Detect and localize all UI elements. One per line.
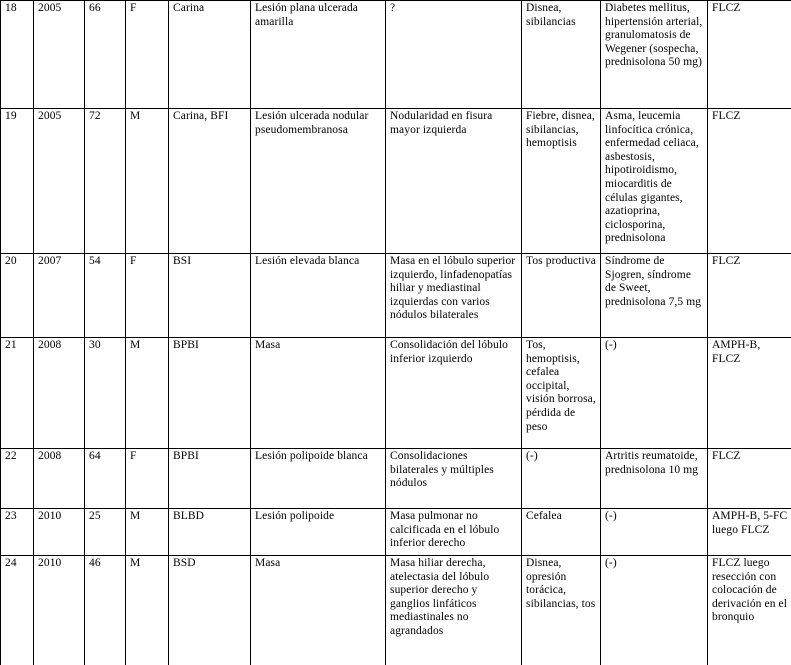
cell-localizacion (169, 1, 251, 109)
cell-sintomas (522, 109, 601, 254)
cell-tratamiento (708, 449, 791, 509)
cell-value: 22 (5, 450, 17, 462)
cell-value: 30 (89, 339, 101, 351)
cell-tratamiento (708, 254, 791, 338)
cell-value: Lesión plana ulcerada amarilla (255, 2, 358, 28)
cell-caso (1, 509, 34, 556)
cell-lesion-broncoscopica (251, 556, 386, 665)
cell-sexo (126, 109, 169, 254)
cell-lesion-broncoscopica (251, 449, 386, 509)
cell-localizacion (169, 109, 251, 254)
cell-value: (-) (605, 510, 617, 522)
cell-value: FLCZ (712, 450, 741, 462)
cell-value: FLCZ (712, 255, 741, 267)
cell-comorbilidades (601, 1, 708, 109)
cell-sexo (126, 1, 169, 109)
cell-value: 2008 (38, 339, 62, 351)
cell-value: Masa en el lóbulo superior izquierdo, linfadenopatías hiliar y mediastinal izquierdas con varios nódulos bilaterales (390, 255, 516, 322)
cell-edad (85, 254, 126, 338)
cell-anio (34, 449, 85, 509)
cell-localizacion (169, 449, 251, 509)
cell-anio (34, 1, 85, 109)
cell-edad (85, 556, 126, 665)
cell-value: AMPH-B, FLCZ (712, 339, 761, 365)
cell-tratamiento (708, 1, 791, 109)
table-row (1, 509, 791, 556)
cell-value: M (130, 110, 141, 122)
table-row (1, 556, 791, 665)
cell-value: Masa (255, 339, 281, 351)
cell-value: Cefalea (526, 510, 562, 522)
cell-comorbilidades (601, 509, 708, 556)
cell-comorbilidades (601, 109, 708, 254)
cell-anio (34, 109, 85, 254)
cell-sintomas (522, 338, 601, 449)
cell-value: Consolidaciones bilaterales y múltiples nódulos (390, 450, 494, 490)
cell-value: Artritis reumatoide, prednisolona 10 mg (605, 450, 699, 476)
cell-lesion-broncoscopica (251, 338, 386, 449)
cell-sintomas (522, 1, 601, 109)
cell-value: Síndrome de Sjogren, síndrome de Sweet, prednisolona 7,5 mg (605, 255, 702, 308)
cell-value: M (130, 339, 141, 351)
cell-hallazgos-imagen (386, 556, 522, 665)
cell-hallazgos-imagen (386, 449, 522, 509)
cell-value: 64 (89, 450, 101, 462)
cell-tratamiento (708, 509, 791, 556)
cell-value: FLCZ (712, 110, 741, 122)
cell-value: 23 (5, 510, 17, 522)
cell-lesion-broncoscopica (251, 509, 386, 556)
cell-caso (1, 1, 34, 109)
cell-value: 2005 (38, 2, 62, 14)
cell-value: 20 (5, 255, 17, 267)
cell-sintomas (522, 556, 601, 665)
cell-value: Nodularidad en fisura mayor izquierda (390, 110, 493, 136)
cell-value: AMPH-B, 5-FC luego FLCZ (712, 510, 788, 536)
cell-caso (1, 254, 34, 338)
cell-anio (34, 509, 85, 556)
cell-localizacion (169, 556, 251, 665)
cell-comorbilidades (601, 449, 708, 509)
cell-value: M (130, 557, 141, 569)
cell-value: Disnea, sibilancias (526, 2, 576, 28)
cell-anio (34, 254, 85, 338)
cell-value: Tos, hemoptisis, cefalea occipital, visión borrosa, pérdida de peso (526, 339, 596, 433)
cell-value: BPBI (173, 339, 199, 351)
cell-value: Fiebre, disnea, sibilancias, hemoptisis (526, 110, 595, 150)
cell-value: F (130, 2, 137, 14)
cell-value: F (130, 450, 137, 462)
cell-value: 18 (5, 2, 17, 14)
cell-value: F (130, 255, 137, 267)
cell-comorbilidades (601, 254, 708, 338)
cell-value: BSI (173, 255, 192, 267)
cell-value: M (130, 510, 141, 522)
cell-anio (34, 556, 85, 665)
cell-sexo (126, 509, 169, 556)
cell-caso (1, 449, 34, 509)
cell-hallazgos-imagen (386, 109, 522, 254)
cell-caso (1, 109, 34, 254)
cell-value: Diabetes mellitus, hipertensión arterial, granulomatosis de Wegener (sospecha, prednisolona 50 mg) (605, 2, 703, 69)
cell-value: 72 (89, 110, 101, 122)
cell-value: 24 (5, 557, 17, 569)
cell-value: 46 (89, 557, 101, 569)
cell-hallazgos-imagen (386, 254, 522, 338)
cell-edad (85, 338, 126, 449)
cell-value: Carina, BFI (173, 110, 229, 122)
cell-value: Lesión polipoide (255, 510, 335, 522)
cell-value: 54 (89, 255, 101, 267)
table-body (1, 1, 791, 665)
cell-value: Lesión elevada blanca (255, 255, 360, 267)
cell-value: Masa hiliar derecha, atelectasia del lóbulo superior derecho y ganglios linfáticos mediastinales no agrandados (390, 557, 490, 637)
cell-value: 21 (5, 339, 17, 351)
cell-value: 25 (89, 510, 101, 522)
cell-edad (85, 509, 126, 556)
cell-value: (-) (605, 339, 617, 351)
cell-value: 19 (5, 110, 17, 122)
cell-localizacion (169, 254, 251, 338)
cell-tratamiento (708, 338, 791, 449)
cell-lesion-broncoscopica (251, 1, 386, 109)
cell-comorbilidades (601, 338, 708, 449)
cell-sintomas (522, 254, 601, 338)
cell-value: Lesión polipoide blanca (255, 450, 368, 462)
cell-sintomas (522, 509, 601, 556)
cell-value: Asma, leucemia linfocítica crónica, enfermedad celiaca, asbestosis, hipotiroidismo, miocarditis de células gigantes, azatioprina, ciclosporina, prednisolona (605, 110, 699, 245)
cell-caso (1, 338, 34, 449)
cell-sintomas (522, 449, 601, 509)
cell-tratamiento (708, 556, 791, 665)
cell-edad (85, 1, 126, 109)
cell-edad (85, 109, 126, 254)
cell-edad (85, 449, 126, 509)
cell-hallazgos-imagen (386, 509, 522, 556)
cell-value: Masa pulmonar no calcificada en el lóbulo inferior derecho (390, 510, 500, 550)
cell-value: FLCZ luego resección con colocación de derivación en el bronquio (712, 557, 788, 624)
cell-tratamiento (708, 109, 791, 254)
cell-value: Consolidación del lóbulo inferior izquierdo (390, 339, 509, 365)
cell-localizacion (169, 338, 251, 449)
cell-anio (34, 338, 85, 449)
cell-hallazgos-imagen (386, 338, 522, 449)
cell-localizacion (169, 509, 251, 556)
cell-hallazgos-imagen (386, 1, 522, 109)
cell-comorbilidades (601, 556, 708, 665)
cell-value: BPBI (173, 450, 199, 462)
cell-value: 2007 (38, 255, 62, 267)
cell-value: 66 (89, 2, 101, 14)
cell-sexo (126, 338, 169, 449)
cell-value: 2010 (38, 510, 62, 522)
table-row (1, 449, 791, 509)
table-row (1, 254, 791, 338)
cell-value: (-) (605, 557, 617, 569)
cell-value: 2008 (38, 450, 62, 462)
cell-value: ? (390, 2, 396, 14)
cell-sexo (126, 449, 169, 509)
cell-value: BSD (173, 557, 196, 569)
cell-value: Tos productiva (526, 255, 596, 267)
cell-sexo (126, 556, 169, 665)
cell-value: (-) (526, 450, 538, 462)
cell-value: FLCZ (712, 2, 741, 14)
cell-value: Lesión ulcerada nodular pseudomembranosa (255, 110, 369, 136)
cell-value: Masa (255, 557, 281, 569)
cell-value: Disnea, opresión torácica, sibilancias, tos (526, 557, 596, 610)
cell-value: Carina (173, 2, 205, 14)
cell-sexo (126, 254, 169, 338)
table-row (1, 1, 791, 109)
table-row (1, 338, 791, 449)
cell-caso (1, 556, 34, 665)
table-row (1, 109, 791, 254)
cell-lesion-broncoscopica (251, 254, 386, 338)
cell-value: BLBD (173, 510, 205, 522)
cell-value: 2005 (38, 110, 62, 122)
cell-value: 2010 (38, 557, 62, 569)
cell-lesion-broncoscopica (251, 109, 386, 254)
